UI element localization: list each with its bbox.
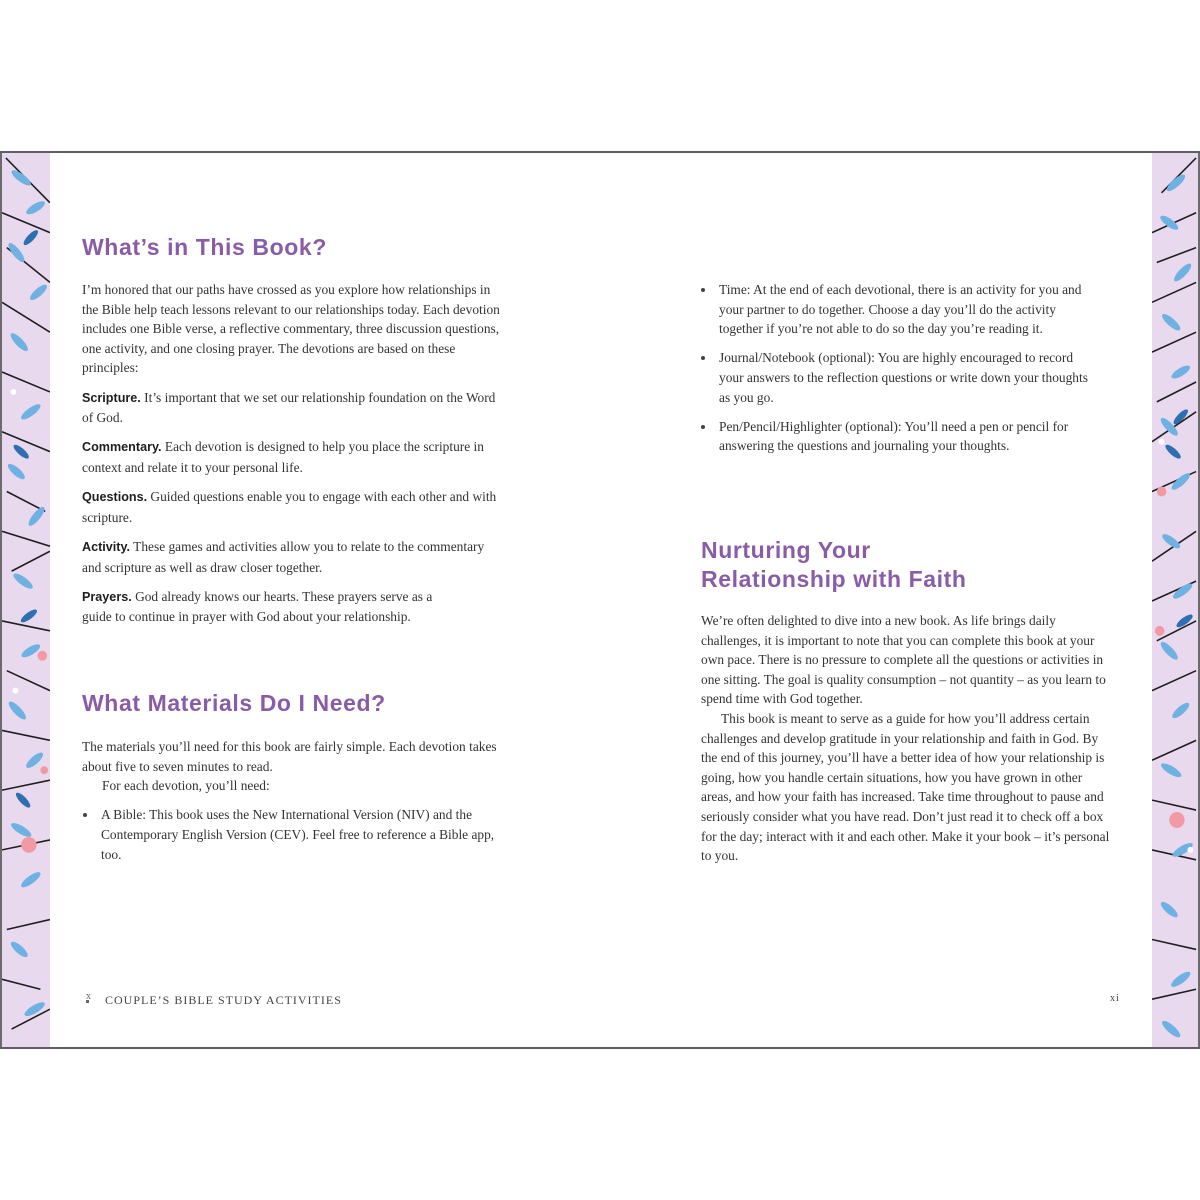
running-title: COUPLE’S BIBLE STUDY ACTIVITIES	[105, 993, 342, 1007]
principle-term: Questions.	[82, 490, 148, 505]
materials-lead: For each devotion, you’ll need:	[102, 778, 270, 794]
section-heading-materials: What Materials Do I Need?	[82, 690, 386, 716]
principle-commentary: Commentary. Each devotion is designed to help you place the scripture in context and relate it to your personal life.	[82, 439, 484, 475]
section-heading-nurturing: Nurturing Your Relationship with Faith	[701, 537, 967, 592]
materials-body	[82, 737, 502, 874]
section-heading-whats-in-this-book: What’s in This Book?	[82, 234, 327, 260]
left-page	[50, 153, 600, 1047]
bullet-icon	[701, 356, 705, 360]
bullet-icon	[701, 425, 705, 429]
floral-border-left-icon	[0, 153, 50, 1047]
principle-term: Activity.	[82, 539, 131, 554]
left-page-number: x	[86, 991, 91, 1002]
principle-prayers: Prayers. God already knows our hearts. These prayers serve as a guide to continue in prayer with God about your relationship.	[82, 588, 433, 625]
right-page-number: xi	[1110, 993, 1120, 1004]
intro-paragraph: I’m honored that our paths have crossed as you explore how relationships in the Bible help teach lessons relevant to our relationships today. Each devotion includes one Bible verse, a reflective commentary, three discussion questions, one activity, and one closing prayer. The devotions are based on these principles:	[82, 282, 500, 376]
principle-term: Scripture.	[82, 390, 141, 405]
materials-list	[82, 805, 502, 864]
bullet-icon	[83, 813, 87, 817]
principle-term: Prayers.	[82, 589, 132, 604]
nurturing-paragraph-2: This book is meant to serve as a guide for how you’ll address certain challenges and develop gratitude in your relationship and faith in God. By the end of this journey, you’ll have a better idea of how your relationship is going, how you handle certain situations, how you have grown in other areas, and how your faith has increased. Take time throughout to pause and seriously consider what you have read. Don’t just read it to check off a box for the day; interact with it and each other. Make it your book – it’s personal to you.	[701, 710, 1110, 864]
principle-scripture: Scripture. It’s important that we set our relationship foundation on the Word of God.	[82, 389, 496, 426]
floral-border-right-icon	[1152, 153, 1200, 1047]
principle-questions: Questions. Guided questions enable you to engage with each other and with scripture.	[82, 489, 497, 525]
list-item: Journal/Notebook (optional): You are highly encouraged to record your answers to the reflection questions or write down your thoughts as you go.	[700, 348, 1100, 407]
whats-in-book-body	[82, 280, 502, 627]
list-item: A Bible: This book uses the New International Version (NIV) and the Contemporary English Version (CEV). Feel free to reference a Bible app, too.	[82, 805, 502, 864]
list-item: Time: At the end of each devotional, there is an activity for you and your partner to do together. Choose a day you’ll do the activity together if you’re not able to do so the day you’re reading it.	[700, 280, 1100, 339]
right-page	[600, 153, 1152, 1047]
materials-list-continued	[700, 280, 1100, 466]
left-footer	[86, 993, 342, 1008]
nurturing-paragraph-1: We’re often delighted to dive into a new book. As life brings daily challenges, it is important to note that you can complete this book at your own pace. There is no pressure to complete all the questions or activities in one sitting. The goal is quality consumption – not quantity – as you learn to spend time with God together.	[701, 613, 1106, 707]
principle-term: Commentary.	[82, 440, 162, 455]
list-item: Pen/Pencil/Highlighter (optional): You’ll need a pen or pencil for answering the questions and journaling your thoughts.	[700, 417, 1100, 456]
materials-intro: The materials you’ll need for this book are fairly simple. Each devotion takes about five to seven minutes to read.	[82, 739, 497, 774]
bullet-icon	[701, 288, 705, 292]
book-spread	[0, 151, 1200, 1049]
principle-activity: Activity. These games and activities allow you to relate to the commentary and scripture as well as draw closer together.	[82, 538, 485, 575]
nurturing-body	[701, 611, 1113, 866]
